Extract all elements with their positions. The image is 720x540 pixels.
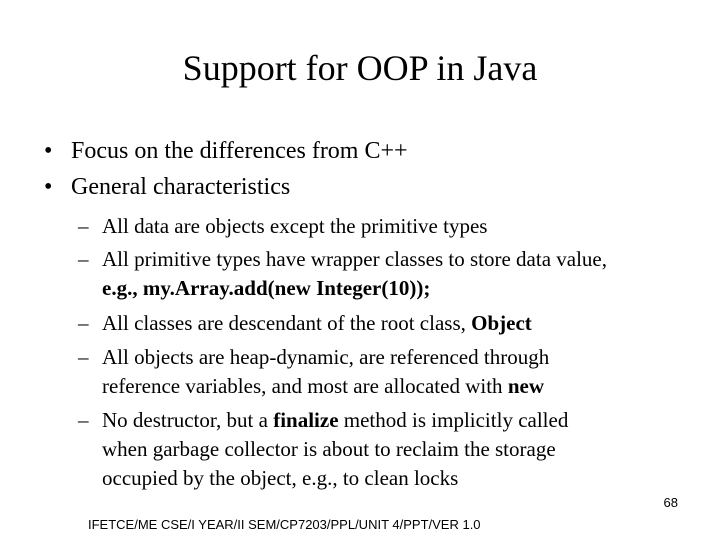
sub-bullet-text [102, 406, 568, 435]
bullet-icon: • [44, 174, 53, 200]
page-number: 68 [663, 495, 678, 510]
dash-icon: – [78, 247, 89, 271]
keyword-new: new [507, 374, 544, 398]
sub-bullet-text: All primitive types have wrapper classes to store data value, [102, 247, 608, 271]
bullet-icon: • [44, 138, 53, 164]
sub-bullet-continuation: occupied by the object, e.g., to clean locks [102, 466, 459, 490]
keyword-finalize: finalize [273, 408, 339, 432]
sub-bullet-continuation: when garbage collector is about to reclaim the storage [102, 437, 556, 461]
keyword-object: Object [471, 311, 532, 335]
sub-bullet-text: All objects are heap-dynamic, are referenced through [102, 345, 550, 369]
sub-bullet-text: All data are objects except the primitive types [102, 214, 488, 238]
text-pre: No destructor, but a [102, 408, 274, 432]
dash-icon: – [78, 408, 89, 432]
dash-icon: – [78, 214, 89, 238]
sub-bullet-continuation [102, 372, 544, 401]
text-post: method is implicitly called [338, 408, 569, 432]
bullet-text: Focus on the differences from C++ [71, 138, 408, 164]
code-example: e.g., my.Array.add(new Integer(10)); [102, 276, 431, 300]
dash-icon: – [78, 311, 89, 335]
dash-icon: – [78, 345, 89, 369]
slide-title: Support for OOP in Java [182, 48, 538, 88]
footer-text: IFETCE/ME CSE/I YEAR/II SEM/CP7203/PPL/UNIT 4/PPT/VER 1.0 [88, 517, 481, 532]
sub-bullet-text-plain: All classes are descendant of the root class, [102, 311, 472, 335]
continuation-plain: reference variables, and most are allocated with [102, 374, 508, 398]
bullet-text: General characteristics [71, 174, 291, 200]
sub-bullet-text [102, 309, 532, 338]
